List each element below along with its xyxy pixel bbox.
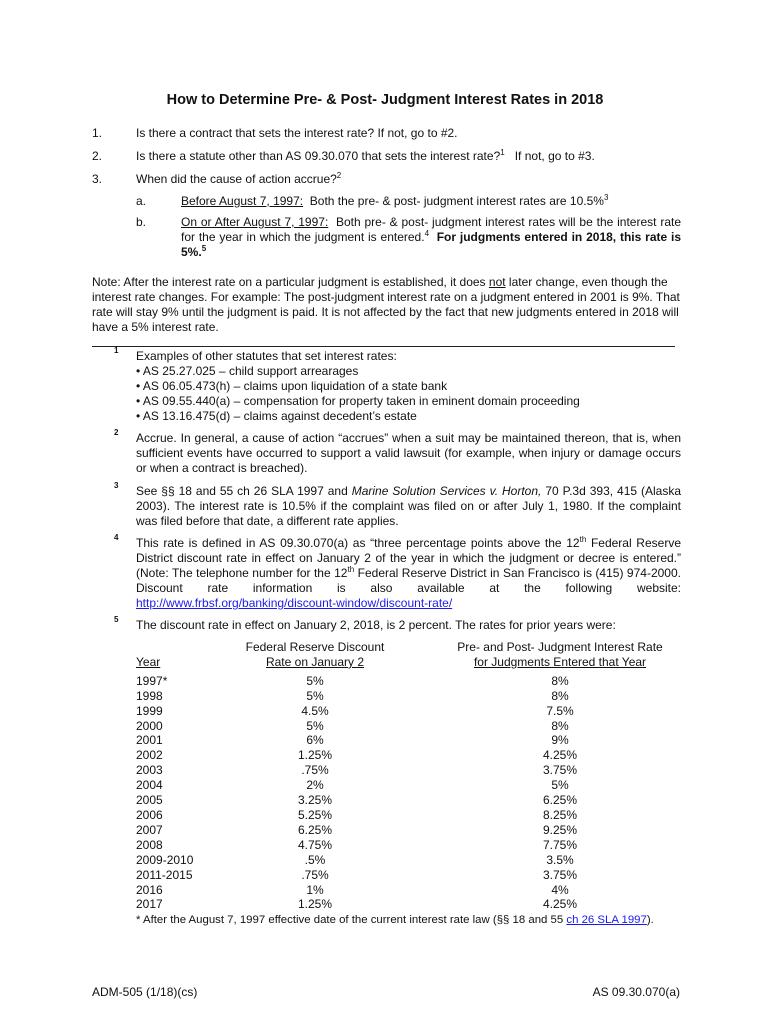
judgment-rate-cell: 7.75% xyxy=(542,837,578,852)
discount-rate-cell: 6.25% xyxy=(297,822,333,837)
judgment-rate-cell: 6.25% xyxy=(542,793,578,808)
table-row xyxy=(136,793,700,808)
judgment-rate-cell: 8% xyxy=(551,673,569,688)
table-row xyxy=(136,808,700,823)
sub-item-body xyxy=(181,194,681,209)
statute-list xyxy=(136,364,681,424)
year-cell: 2011-2015 xyxy=(136,867,193,882)
judgment-rate-cell: 3.5% xyxy=(546,852,574,867)
table-header-cell xyxy=(136,640,210,655)
table-footnote-text: * After the August 7, 1997 effective date of the current interest rate law (§§ 18 and 55 xyxy=(136,914,567,926)
year-cell: 2017 xyxy=(136,897,163,912)
discount-rate-cell: 3.25% xyxy=(297,793,333,808)
footnote-ref: 4 xyxy=(424,229,430,238)
year-cell: 1998 xyxy=(136,688,163,703)
footnote-5: The discount rate in effect on January 2, 2018, is 2 percent. The rates for prior years were: xyxy=(136,618,616,632)
table-row xyxy=(136,897,700,912)
note-emphasis: not xyxy=(488,275,506,289)
sub-item-label: Before August 7, 1997: xyxy=(181,194,304,208)
question-number: 3. xyxy=(92,172,103,186)
sub-item-letter: a. xyxy=(136,194,147,208)
table-row xyxy=(136,704,700,719)
interest-rate-table xyxy=(136,640,700,912)
year-cell: 2001 xyxy=(136,733,163,748)
form-number: ADM-505 (1/18)(cs) xyxy=(92,985,198,999)
discount-rate-cell: 5% xyxy=(306,688,324,703)
ordinal-suffix: th xyxy=(579,535,587,544)
question-text-wrap xyxy=(136,149,681,164)
footnote-text: This rate is defined in AS 09.30.070(a) as “three percentage points above the 12 xyxy=(136,536,580,550)
footnote-text-continued: Federal Reserve District in San Francisco is (415) 974-2000. Discount rate information is also available at the following website: xyxy=(136,566,681,595)
question-number: 2. xyxy=(92,149,103,163)
footnote-divider xyxy=(92,346,675,347)
footnote-4 xyxy=(136,536,681,611)
list-item: • AS 06.05.473(h) – claims upon liquidation of a state bank xyxy=(136,379,681,394)
table-row xyxy=(136,763,700,778)
discount-rate-cell: 5% xyxy=(306,718,324,733)
rate-table-body xyxy=(136,674,700,913)
list-item: • AS 13.16.475(d) – claims against decedent’s estate xyxy=(136,409,681,424)
year-cell: 2009-2010 xyxy=(136,852,194,867)
question-text-continued: If not, go to #3. xyxy=(514,149,595,163)
note-paragraph xyxy=(92,275,681,335)
footnote-ref: 1 xyxy=(500,148,505,157)
table-header-cell: Federal Reserve Discount xyxy=(245,640,385,654)
year-cell: 2000 xyxy=(136,718,163,733)
year-cell: 2004 xyxy=(136,778,163,793)
question-text-wrap xyxy=(136,172,681,187)
sub-item-text: Both pre- & post- judgment interest rates will be the interest rate for the year in which the judgment is entered. xyxy=(181,215,682,244)
table-row xyxy=(136,674,700,689)
footnote-ref: 5 xyxy=(201,244,207,253)
sub-item-label: On or After August 7, 1997: xyxy=(181,215,329,229)
table-row xyxy=(136,778,700,793)
table-header-cell xyxy=(210,655,420,670)
footnote-ref: 2 xyxy=(336,171,342,180)
table-row xyxy=(136,733,700,748)
case-name: Marine Solution Services v. Horton, xyxy=(351,484,542,498)
discount-rate-cell: 1% xyxy=(306,882,324,897)
footnote-marker: 3 xyxy=(114,481,119,490)
judgment-rate-cell: 8% xyxy=(551,688,569,703)
judgment-rate-cell: 4% xyxy=(551,882,569,897)
year-cell: 2008 xyxy=(136,837,163,852)
footnote-marker: 4 xyxy=(114,533,119,542)
table-row xyxy=(136,719,700,734)
table-row xyxy=(136,853,700,868)
discount-rate-cell: 5.25% xyxy=(297,807,333,822)
page-title: How to Determine Pre- & Post- Judgment Interest Rates in 2018 xyxy=(166,92,604,108)
sub-item-body xyxy=(181,215,681,260)
discount-rate-cell: 4.5% xyxy=(301,703,329,718)
year-cell: 2002 xyxy=(136,748,163,763)
note-text: Note: After the interest rate on a particular judgment is established, it does xyxy=(92,275,489,289)
sub-item-text: Both the pre- & post- judgment interest rates are 10.5% xyxy=(309,194,604,208)
footnote-text-continued: 70 P.3d 393, 415 (Alaska 2003). The interest rate is 10.5% if the complaint was filed on or after July 1, 1980. If the complaint was filed before that date, a different rate applies. xyxy=(136,484,682,528)
footnote-ref: 3 xyxy=(603,193,609,202)
judgment-rate-cell: 7.5% xyxy=(546,703,574,718)
table-header-cell xyxy=(420,655,700,670)
footnote-3 xyxy=(136,484,681,529)
footnote-marker: 2 xyxy=(114,428,119,437)
discount-rate-cell: 2% xyxy=(306,778,324,793)
discount-rate-cell: 5% xyxy=(306,673,324,688)
year-header: Year xyxy=(136,654,161,669)
judgment-rate-cell: 5% xyxy=(551,778,569,793)
ordinal-suffix: th xyxy=(347,565,355,574)
table-footnote-end: ). xyxy=(646,914,654,926)
judgment-rate-cell: 4.25% xyxy=(542,748,578,763)
sub-item-letter: b. xyxy=(136,215,147,229)
table-row xyxy=(136,868,700,883)
question-text: Is there a statute other than AS 09.30.070 that sets the interest rate? xyxy=(136,149,501,163)
footnote-text: See §§ 18 and 55 ch 26 SLA 1997 and xyxy=(136,484,352,498)
year-cell: 2007 xyxy=(136,822,163,837)
year-cell: 2003 xyxy=(136,763,163,778)
discount-rate-cell: 4.75% xyxy=(297,837,333,852)
table-header-row-2 xyxy=(136,655,700,670)
footnote-intro: Examples of other statutes that set interest rates: xyxy=(136,349,397,363)
sub-item-bold-text: For judgments entered in 2018, this rate is 5%. xyxy=(181,230,682,259)
session-law-link[interactable]: ch 26 SLA 1997 xyxy=(566,914,647,926)
discount-rate-cell: 1.25% xyxy=(297,748,333,763)
footnote-1 xyxy=(136,349,681,424)
question-text: When did the cause of action accrue? xyxy=(136,172,337,186)
discount-rate-link[interactable]: http://www.frbsf.org/banking/discount-window/discount-rate/ xyxy=(136,596,453,610)
question-number: 1. xyxy=(92,126,103,140)
footnote-marker: 5 xyxy=(114,615,119,624)
statute-reference: AS 09.30.070(a) xyxy=(592,985,680,999)
footnote-text-continued: Federal Reserve District discount rate in effect on January 2 of the year in which the judgment or decree is entered.” (Note: The telephone number for the 12 xyxy=(136,536,681,580)
discount-rate-cell: .75% xyxy=(301,867,329,882)
judgment-rate-cell: 8% xyxy=(551,718,569,733)
year-cell: 2006 xyxy=(136,807,163,822)
judgment-rate-cell: 4.25% xyxy=(542,897,578,912)
discount-rate-cell: .75% xyxy=(301,763,329,778)
judgment-rate-header: for Judgments Entered that Year xyxy=(473,654,647,669)
judgment-rate-cell: 3.75% xyxy=(542,763,578,778)
judgment-rate-cell: 9% xyxy=(551,733,569,748)
discount-rate-header: Rate on January 2 xyxy=(265,654,365,669)
year-cell: 1999 xyxy=(136,703,163,718)
discount-rate-cell: 6% xyxy=(306,733,324,748)
year-cell: 2016 xyxy=(136,882,163,897)
table-row xyxy=(136,883,700,898)
footnote-marker: 1 xyxy=(114,346,119,355)
discount-rate-cell: 1.25% xyxy=(297,897,333,912)
year-cell: 2005 xyxy=(136,793,163,808)
table-row xyxy=(136,748,700,763)
list-item: • AS 09.55.440(a) – compensation for property taken in eminent domain proceeding xyxy=(136,394,681,409)
judgment-rate-cell: 8.25% xyxy=(542,807,578,822)
note-text-continued: later change, even though the interest rate changes. For example: The post-judgment interest rate on a judgment entered in 2001 is 9%. That rate will stay 9% until the judgment is paid. It is not affected by the fact that new judgments entered in 2018 will have a 5% interest rate. xyxy=(92,275,680,334)
table-row xyxy=(136,823,700,838)
table-footnote xyxy=(136,913,696,928)
footnote-2: Accrue. In general, a cause of action “accrues” when a suit may be maintained thereon, that is, when sufficient events have occurred to support a valid lawsuit (for example, when injury or damage occurs or when a contract is breached). xyxy=(136,431,681,475)
table-header-row-1 xyxy=(136,640,700,655)
judgment-rate-cell: 9.25% xyxy=(542,822,578,837)
judgment-rate-cell: 3.75% xyxy=(542,867,578,882)
table-header-cell xyxy=(136,655,210,670)
discount-rate-cell: .5% xyxy=(304,852,326,867)
table-row xyxy=(136,689,700,704)
table-row xyxy=(136,838,700,853)
year-cell: 1997* xyxy=(136,673,168,688)
question-text: Is there a contract that sets the interest rate? If not, go to #2. xyxy=(136,126,458,140)
table-header-cell: Pre- and Post- Judgment Interest Rate xyxy=(457,640,663,654)
list-item: • AS 25.27.025 – child support arrearages xyxy=(136,364,681,379)
